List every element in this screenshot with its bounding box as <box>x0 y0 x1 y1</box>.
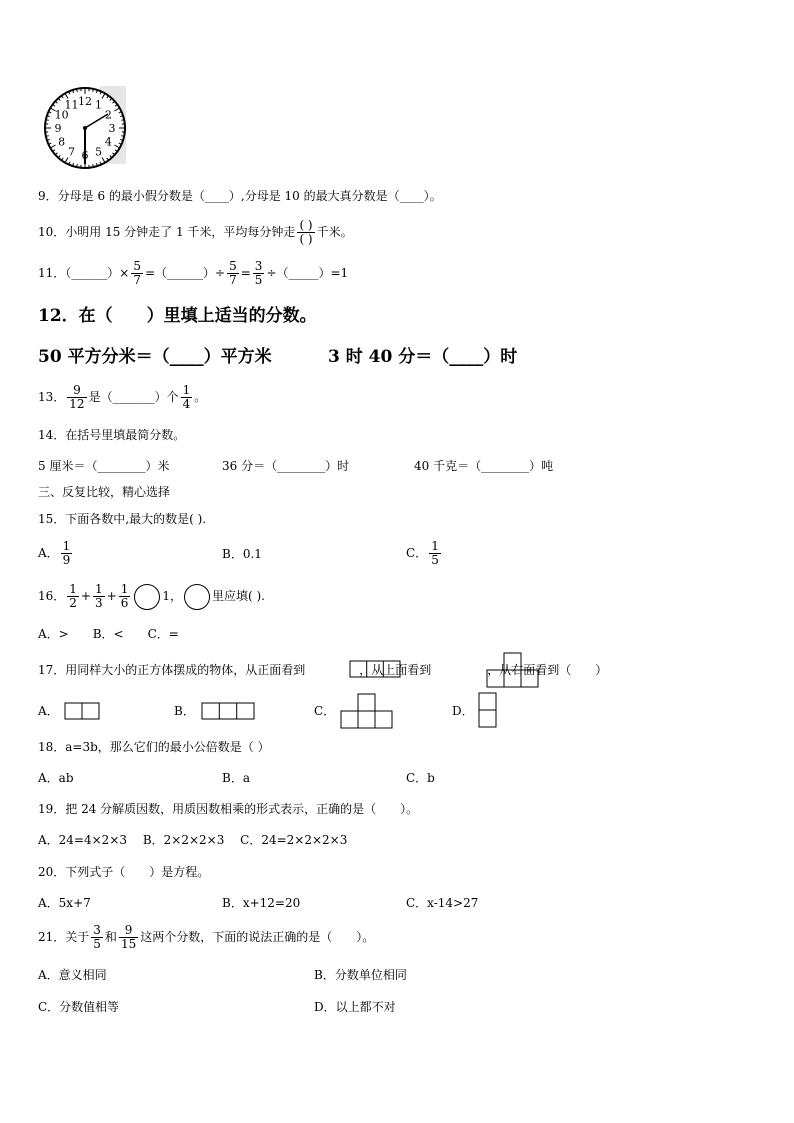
question-17-a: A． <box>38 704 59 718</box>
fraction: $\frac{9}{12}$ <box>69 383 85 411</box>
clock-tick <box>46 136 49 137</box>
fraction: $\frac{1}{3}$ <box>94 582 103 610</box>
option-c-figure <box>340 693 394 729</box>
question-12-title: 12．在（ ）里填上适当的分数。 <box>38 306 317 326</box>
fraction: $\frac{1}{2}$ <box>69 582 77 610</box>
clock-number: 5 <box>95 145 102 159</box>
question-16: 16． $\frac{1}{2}$ + $\frac{1}{3}$ + $\frac{1}{6}$ 1， 里应填( ). <box>38 582 265 610</box>
question-19-title: 19．把 24 分解质因数，用质因数相乘的形式表示，正确的是（ ）。 <box>38 802 419 816</box>
answer-circle <box>184 584 210 610</box>
clock-tick <box>121 136 124 137</box>
question-18-c: C．b <box>406 771 435 785</box>
clock-number: 1 <box>95 98 102 112</box>
clock-number: 9 <box>54 122 62 135</box>
question-14-a: 5 厘米＝（________）米 <box>38 459 170 473</box>
question-9: 9．分母是 6 的最小假分数是（____）,分母是 10 的最大真分数是（____）。 <box>38 189 442 203</box>
clock-number: 6 <box>81 149 89 162</box>
fraction: $\frac{1}{4}$ <box>182 383 191 411</box>
clock-number: 10 <box>54 108 69 122</box>
clock-figure <box>40 84 132 170</box>
fraction: $\frac{3}{5}$ <box>254 259 263 287</box>
fraction: $\frac{5}{7}$ <box>229 259 237 287</box>
question-12-a: 50 平方分米＝（____）平方米 <box>38 347 272 367</box>
question-21-b: B．分数单位相同 <box>314 968 407 982</box>
question-16-options: A．> B．< C．= <box>38 627 179 641</box>
option-b-figure <box>201 702 255 720</box>
question-19-options: A．24=4×2×3 B．2×2×2×3 C．24=2×2×2×3 <box>38 833 348 847</box>
question-20-c: C．x-14>27 <box>406 896 479 910</box>
question-14-title: 14．在括号里填最简分数。 <box>38 428 186 442</box>
option-d-figure <box>478 692 498 728</box>
question-17: 17．用同样大小的正方体摆成的物体，从正面看到 ，从上面看到 ，从右面看到（ ） <box>38 663 608 677</box>
question-21-a: A．意义相同 <box>38 968 107 982</box>
question-17-b: B． <box>174 704 195 718</box>
clock-number: 3 <box>108 122 116 135</box>
question-21-c: C．分数值相等 <box>38 1000 120 1014</box>
clock-number: 11 <box>64 98 79 112</box>
fraction: $\frac{1}{5}$ <box>431 539 439 567</box>
fraction: $\frac{9}{15}$ <box>120 923 137 951</box>
clock-tick <box>77 164 78 167</box>
question-21-d: D．以上都不对 <box>314 1000 396 1014</box>
question-20-a: A．5x+7 <box>38 896 91 910</box>
question-20-title: 20．下列式子（ ）是方程。 <box>38 865 210 879</box>
question-11: 11．（______）× $\frac{5}{7}$ =（______）÷ $\frac{5}{7}$ = $\frac{3}{5}$ ÷（_____）=1 <box>38 259 349 287</box>
section-3-title: 三、反复比较，精心选择 <box>38 485 171 499</box>
question-20-b: B．x+12=20 <box>222 896 301 910</box>
clock-tick <box>93 89 94 92</box>
question-12-b: 3 时 40 分＝（____）时 <box>328 347 518 367</box>
front-view-figure <box>349 660 401 678</box>
top-view-figure <box>486 652 540 688</box>
question-15-c: C． $\frac{1}{5}$ <box>406 539 439 567</box>
question-15-a: A． $\frac{1}{9}$ <box>38 539 71 567</box>
clock-number: 12 <box>78 95 92 108</box>
option-a-figure <box>64 702 100 720</box>
question-14-c: 40 千克＝（________）吨 <box>414 459 554 473</box>
question-15-title: 15．下面各数中,最大的数是( ). <box>38 512 207 526</box>
question-10: 10．小明用 15 分钟走了 1 千米，平均每分钟走 $\frac{( )}{( )}$ 千米。 <box>38 218 353 246</box>
fraction: $\frac{( )}{( )}$ <box>299 218 313 246</box>
clock-number: 8 <box>58 135 66 149</box>
question-18-a: A．ab <box>38 771 74 785</box>
question-15-b: B．0.1 <box>222 547 262 561</box>
question-18-title: 18．a=3b，那么它们的最小公倍数是（ ） <box>38 740 270 754</box>
clock-tick <box>93 164 94 167</box>
clock-number: 4 <box>104 135 112 149</box>
question-13: 13． $\frac{9}{12}$ 是（_______）个 $\frac{1}{4}$ 。 <box>38 383 207 411</box>
fraction: $\frac{1}{9}$ <box>62 539 71 567</box>
fraction: $\frac{1}{6}$ <box>120 582 129 610</box>
answer-circle <box>134 584 160 610</box>
clock-tick <box>121 120 124 121</box>
clock-tick <box>77 89 78 92</box>
question-18-b: B．a <box>222 771 250 785</box>
question-14-b: 36 分＝（________）时 <box>222 459 350 473</box>
clock-number: 7 <box>68 145 75 159</box>
clock-tick <box>46 120 49 121</box>
question-17-c: C． <box>314 704 336 718</box>
question-21: 21．关于 $\frac{3}{5}$ 和 $\frac{9}{15}$ 这两个分数，下面的说法正确的是（ ）。 <box>38 923 375 951</box>
clock-number: 2 <box>104 108 112 122</box>
fraction: $\frac{3}{5}$ <box>93 923 101 951</box>
fraction: $\frac{5}{7}$ <box>133 259 141 287</box>
question-17-d: D． <box>452 704 474 718</box>
